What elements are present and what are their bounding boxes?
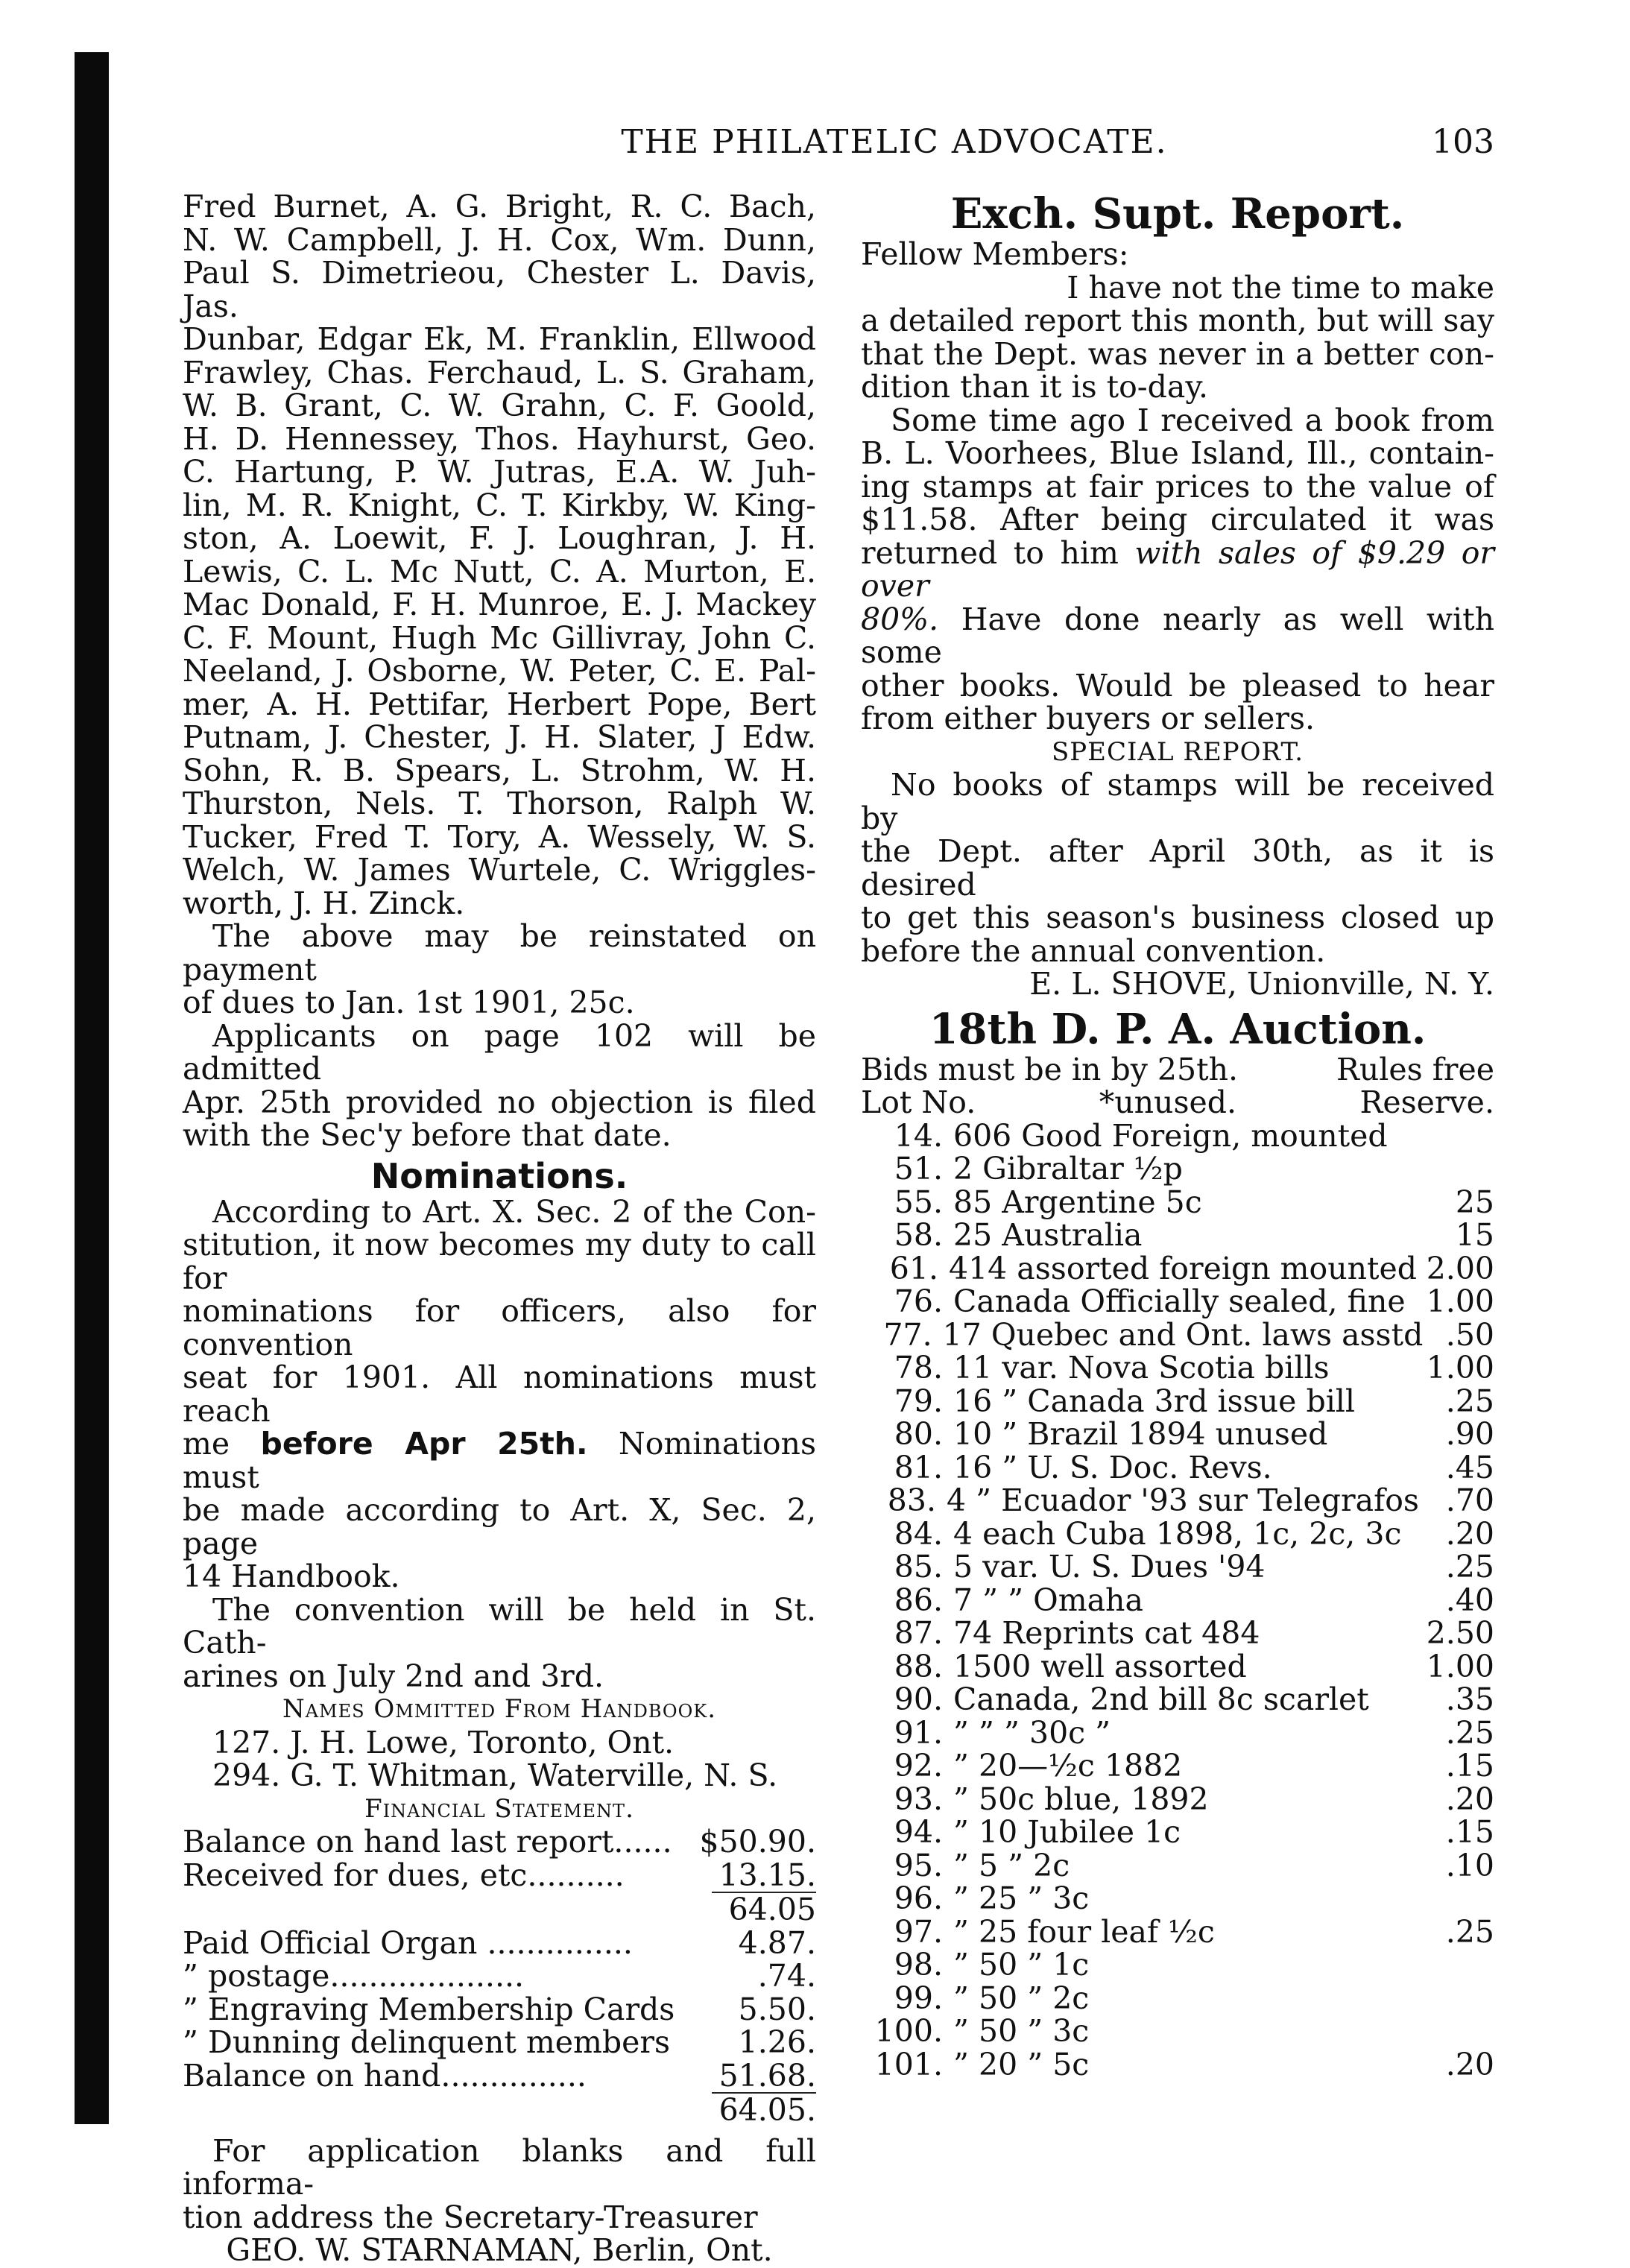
name-list-line: Thurston, Nels. T. Thorson, Ralph W. — [183, 786, 816, 821]
lot-number: 90. — [894, 1681, 943, 1717]
lot-number: 94. — [894, 1814, 943, 1850]
name-list-line: Frawley, Chas. Ferchaud, L. S. Graham, — [183, 354, 816, 391]
financial-row — [183, 1893, 816, 1927]
auction-lot-row — [861, 2048, 1494, 2082]
auction-lot-row — [861, 1783, 1494, 1816]
secretary-signature: GEO. W. STARNAMAN, Berlin, Ont. — [226, 2232, 773, 2268]
lot-reserve: .70 — [1445, 1482, 1494, 1518]
lot-description: 85 Argentine 5c — [953, 1184, 1202, 1220]
special-line-2: the Dept. after April 30th, as it is desired — [861, 833, 1494, 903]
salutation: Fellow Members: — [861, 236, 1129, 272]
nominations-line-7: 14 Handbook. — [183, 1558, 400, 1594]
lot-reserve: 2.00 — [1426, 1250, 1494, 1286]
lot-description: 1500 well assorted — [953, 1648, 1247, 1684]
book-percent-italic: 80%. — [861, 601, 939, 637]
lot-number: 100. — [874, 2013, 943, 2049]
left-column — [183, 190, 816, 2267]
closing-line-1: For application blanks and full informa- — [183, 2132, 816, 2202]
lot-number: 95. — [894, 1847, 943, 1883]
nominations-line-1: According to Art. X. Sec. 2 of the Con- — [212, 1193, 816, 1230]
financial-row — [183, 2094, 816, 2127]
lot-description: 25 Australia — [953, 1217, 1143, 1253]
lot-description: Canada, 2nd bill 8c scarlet — [953, 1681, 1369, 1717]
auction-lot-row — [861, 1385, 1494, 1418]
lot-description: 4 each Cuba 1898, 1c, 2c, 3c — [953, 1515, 1402, 1552]
financial-row — [183, 1859, 816, 1894]
auction-lot-row — [861, 1252, 1494, 1286]
book-line-3: ing stamps at fair prices to the value of — [861, 468, 1494, 505]
financial-label: Paid Official Organ ............... — [183, 1924, 633, 1961]
lot-description: 17 Quebec and Ont. laws asstd — [942, 1316, 1424, 1353]
report-line-4: dition than it is to-day. — [861, 369, 1209, 405]
auction-lot-row — [861, 1418, 1494, 1451]
special-line-1: No books of stamps will be received by — [861, 767, 1494, 836]
financial-label: ” Engraving Membership Cards — [183, 1991, 675, 2027]
auction-lot-row — [861, 1849, 1494, 1883]
lot-description: 7 ” ” Omaha — [953, 1582, 1143, 1618]
lot-number: 80. — [894, 1416, 943, 1452]
book-line-6 — [861, 603, 1494, 669]
lot-description: ” 25 ” 3c — [953, 1880, 1090, 1916]
lot-number: 51. — [894, 1151, 943, 1187]
lot-reserve: .10 — [1445, 1847, 1494, 1883]
auction-info — [861, 1053, 1494, 1087]
lot-reserve: 25 — [1455, 1184, 1494, 1220]
applicants-line-3: with the Sec'y before that date. — [183, 1117, 672, 1153]
lot-description: 606 Good Foreign, mounted — [953, 1117, 1388, 1154]
financial-amount: 64.05 — [728, 1892, 816, 1927]
lot-description: ” 25 four leaf ½c — [953, 1913, 1215, 1950]
lot-description: 4 ” Ecuador '93 sur Telegrafos — [947, 1482, 1419, 1518]
auction-lot-row — [861, 1484, 1494, 1517]
financial-amount: 1.26. — [738, 2024, 816, 2060]
lot-reserve: .45 — [1445, 1449, 1494, 1485]
omitted-entry: 127. J. H. Lowe, Toronto, Ont. — [212, 1724, 675, 1760]
convention-line-1: The convention will be held in St. Cath- — [183, 1591, 816, 1661]
name-list-line: lin, M. R. Knight, C. T. Kirkby, W. King- — [183, 487, 816, 523]
name-list-line: mer, A. H. Pettifar, Herbert Pope, Bert — [183, 686, 816, 722]
name-list-line: C. Hartung, P. W. Jutras, E.A. W. Juh- — [183, 454, 816, 490]
name-list-line: Paul S. Dimetrieou, Chester L. Davis, Jas. — [183, 255, 816, 324]
nominations-line-5 — [183, 1427, 816, 1494]
lot-reserve: .25 — [1445, 1913, 1494, 1950]
lot-description: 5 var. U. S. Dues '94 — [953, 1549, 1266, 1585]
book-returned: returned to him — [861, 534, 1119, 571]
reinstate-line-1: The above may be reinstated on payment — [183, 918, 816, 988]
lot-description: ” 5 ” 2c — [953, 1847, 1070, 1883]
closing-line-2: tion address the Secretary-Treasurer — [183, 2199, 758, 2235]
lot-reserve: .25 — [1445, 1549, 1494, 1585]
financial-label: Balance on hand last report...... — [183, 1824, 672, 1860]
lot-no-header: Lot No. — [861, 1084, 976, 1120]
financial-row — [183, 1924, 816, 1961]
auction-lot-row — [861, 1451, 1494, 1485]
lot-number: 81. — [894, 1449, 943, 1485]
book-line-7: other books. Would be pleased to hear — [861, 667, 1494, 704]
lot-description: ” 50 ” 3c — [953, 2013, 1090, 2049]
auction-lot-row — [861, 2015, 1494, 2048]
book-line-5 — [861, 534, 1494, 604]
lot-reserve: .20 — [1445, 2046, 1494, 2082]
exch-signature: E. L. SHOVE, Unionville, N. Y. — [1029, 966, 1494, 1002]
right-column — [861, 190, 1494, 2081]
special-line-3: to get this season's business closed up — [861, 900, 1494, 935]
lot-description: 10 ” Brazil 1894 unused — [953, 1416, 1328, 1452]
lot-description: ” 20—½c 1882 — [953, 1748, 1183, 1784]
lot-description: ” 10 Jubilee 1c — [953, 1814, 1181, 1850]
lot-reserve — [1412, 2015, 1494, 2048]
lot-number: 98. — [894, 1947, 943, 1983]
auction-lot-row — [861, 1584, 1494, 1617]
financial-row — [183, 1959, 816, 1993]
lot-number: 93. — [894, 1781, 943, 1817]
lot-reserve: .50 — [1445, 1316, 1494, 1353]
lot-number: 83. — [887, 1482, 937, 1518]
auction-lot-row — [861, 1186, 1494, 1219]
lot-reserve: .25 — [1445, 1714, 1494, 1751]
financial-amount: .74. — [757, 1958, 816, 1994]
auction-lot-row — [861, 1882, 1494, 1915]
lot-reserve: .15 — [1445, 1748, 1494, 1784]
lot-description: 414 assorted foreign mounted — [949, 1250, 1417, 1286]
financial-amount: 13.15. — [712, 1859, 816, 1894]
lot-number: 87. — [894, 1615, 943, 1651]
lot-number: 85. — [894, 1549, 943, 1585]
financial-row — [183, 2026, 816, 2059]
lot-description: 11 var. Nova Scotia bills — [953, 1350, 1330, 1386]
financial-row — [183, 1993, 816, 2027]
name-list-line: Dunbar, Edgar Ek, M. Franklin, Ellwood — [183, 321, 816, 357]
lot-number: 76. — [894, 1283, 943, 1319]
lot-description: 16 ” Canada 3rd issue bill — [953, 1383, 1356, 1419]
financial-amount: 51.68. — [712, 2059, 816, 2094]
name-list-line: ston, A. Loewit, F. J. Loughran, J. H. — [183, 520, 816, 556]
lot-description: ” 50 ” 1c — [953, 1947, 1090, 1983]
convention-line-2: arines on July 2nd and 3rd. — [183, 1658, 604, 1694]
lot-description: 74 Reprints cat 484 — [953, 1615, 1260, 1651]
lot-number: 14. — [894, 1117, 943, 1154]
report-line-3: that the Dept. was never in a better con- — [861, 335, 1494, 372]
rules-free: Rules free — [1336, 1051, 1494, 1087]
nominations-line-2: stitution, it now becomes my duty to call for — [183, 1227, 816, 1296]
reinstatement-names-list — [183, 190, 816, 920]
lot-number: 78. — [894, 1350, 943, 1386]
lot-reserve: 15 — [1455, 1217, 1494, 1253]
auction-lot-row — [861, 1716, 1494, 1750]
auction-lot-row — [861, 1948, 1494, 1982]
lot-reserve — [1412, 1119, 1494, 1153]
auction-lot-row — [861, 1318, 1494, 1352]
financial-amount: 64.05. — [718, 2092, 816, 2128]
lot-reserve: .25 — [1445, 1383, 1494, 1419]
nominations-rest: Nominations must — [183, 1426, 816, 1495]
binding-edge — [75, 52, 109, 2124]
name-list-line: N. W. Campbell, J. H. Cox, Wm. Dunn, — [183, 221, 816, 258]
book-line-2: B. L. Voorhees, Blue Island, Ill., contain- — [861, 435, 1494, 471]
name-list-line: Fred Burnet, A. G. Bright, R. C. Bach, — [183, 189, 816, 224]
auction-lot-row — [861, 1982, 1494, 2015]
name-list-line: Lewis, C. L. Mc Nutt, C. A. Murton, E. — [183, 553, 816, 590]
name-list-line: Mac Donald, F. H. Munroe, E. J. Mackey — [183, 587, 816, 622]
nominations-line-3: nominations for officers, also for convention — [183, 1293, 816, 1362]
financial-label: ” Dunning delinquent members — [183, 2024, 671, 2060]
reinstate-line-2: of dues to Jan. 1st 1901, 25c. — [183, 985, 635, 1020]
book-line-1: Some time ago I received a book from — [891, 402, 1494, 438]
nominations-me: me — [183, 1426, 230, 1462]
bids-deadline: Bids must be in by 25th. — [861, 1051, 1239, 1087]
lot-reserve: .90 — [1445, 1416, 1494, 1452]
auction-lot-row — [861, 1816, 1494, 1849]
lot-number: 97. — [894, 1913, 943, 1950]
lot-table-header — [861, 1086, 1494, 1119]
lot-description: 16 ” U. S. Doc. Revs. — [953, 1449, 1272, 1485]
lot-number: 92. — [894, 1748, 943, 1784]
lot-number: 79. — [894, 1383, 943, 1419]
lot-reserve — [1412, 1882, 1494, 1915]
financial-label: Balance on hand............... — [183, 2057, 587, 2094]
lot-reserve — [1412, 1948, 1494, 1982]
running-title: THE PHILATELIC ADVOCATE. — [621, 123, 1168, 161]
lot-number: 58. — [894, 1217, 943, 1253]
auction-lot-row — [861, 1550, 1494, 1584]
lot-reserve: 2.50 — [1426, 1615, 1494, 1651]
auction-lot-row — [861, 1517, 1494, 1551]
lot-reserve: .15 — [1445, 1814, 1494, 1850]
special-report-heading: SPECIAL REPORT. — [1051, 736, 1304, 767]
auction-lot-row — [861, 1152, 1494, 1186]
book-done: Have done nearly as well with some — [861, 601, 1494, 670]
financial-label: Received for dues, etc.......... — [183, 1857, 625, 1893]
nominations-heading: Nominations. — [370, 1155, 628, 1196]
lot-reserve: .20 — [1445, 1781, 1494, 1817]
omitted-heading: Names Ommitted From Handbook. — [282, 1694, 717, 1724]
lot-reserve: .20 — [1445, 1515, 1494, 1552]
report-line-2: a detailed report this month, but will say — [861, 303, 1494, 338]
reserve-header: Reserve. — [1359, 1084, 1494, 1120]
unused-note: *unused. — [1099, 1084, 1237, 1120]
book-sales-italic: with sales of $9.29 or over — [861, 534, 1494, 604]
lot-reserve — [1412, 1152, 1494, 1186]
name-list-line: Welch, W. James Wurtele, C. Wriggles- — [183, 852, 816, 888]
name-list-line: Sohn, R. B. Spears, L. Strohm, W. H. — [183, 752, 816, 789]
lot-description: ” ” ” 30c ” — [953, 1714, 1111, 1751]
auction-lot-row — [861, 1617, 1494, 1650]
lot-number: 99. — [894, 1980, 943, 2016]
lot-number: 91. — [894, 1714, 943, 1751]
page-number: 103 — [1432, 123, 1494, 161]
auction-lot-row — [861, 1119, 1494, 1153]
financial-label: ” postage.................... — [183, 1958, 525, 1994]
financial-amount: 5.50. — [738, 1991, 816, 2027]
applicants-line-1: Applicants on page 102 will be admitted — [183, 1017, 816, 1087]
lot-description: Canada Officially sealed, fine — [953, 1283, 1406, 1319]
lot-reserve — [1412, 1982, 1494, 2015]
lot-description: 2 Gibraltar ½p — [953, 1151, 1183, 1187]
name-list-line: C. F. Mount, Hugh Mc Gillivray, John C. — [183, 619, 816, 656]
auction-lot-row — [861, 1650, 1494, 1684]
lot-number: 77. — [883, 1316, 932, 1353]
name-list-line: H. D. Hennessey, Thos. Hayhurst, Geo. — [183, 420, 816, 457]
lot-number: 84. — [894, 1515, 943, 1552]
name-list-line: Putnam, J. Chester, J. H. Slater, J Edw. — [183, 719, 816, 755]
book-line-4: $11.58. After being circulated it was — [861, 502, 1494, 537]
omitted-entry: 294. G. T. Whitman, Waterville, N. S. — [212, 1757, 778, 1793]
financial-amount: 4.87. — [738, 1924, 816, 1961]
auction-lot-row — [861, 1915, 1494, 1949]
lot-number: 55. — [894, 1184, 943, 1220]
lot-description: ” 50c blue, 1892 — [953, 1781, 1209, 1817]
lot-reserve: .35 — [1445, 1681, 1494, 1717]
lot-number: 101. — [874, 2046, 943, 2082]
report-line-1: I have not the time to make — [1067, 269, 1494, 306]
lot-number: 88. — [894, 1648, 943, 1684]
nominations-deadline: before Apr 25th. — [260, 1426, 588, 1462]
lot-number: 61. — [889, 1250, 938, 1286]
lot-reserve: 1.00 — [1426, 1648, 1494, 1684]
lot-reserve: 1.00 — [1426, 1283, 1494, 1319]
auction-lot-row — [861, 1219, 1494, 1252]
financial-amount: $50.90. — [699, 1824, 816, 1860]
name-list-line: W. B. Grant, C. W. Grahn, C. F. Goold, — [183, 388, 816, 423]
auction-lot-list — [861, 1119, 1494, 2082]
auction-lot-row — [861, 1351, 1494, 1385]
lot-reserve: 1.00 — [1426, 1350, 1494, 1386]
financial-row — [183, 2059, 816, 2094]
lot-description: ” 50 ” 2c — [953, 1980, 1090, 2016]
special-line-4: before the annual convention. — [861, 932, 1326, 969]
exch-report-heading: Exch. Supt. Report. — [950, 189, 1405, 239]
name-list-line: Tucker, Fred T. Tory, A. Wessely, W. S. — [183, 818, 816, 855]
lot-description: ” 20 ” 5c — [953, 2046, 1090, 2082]
lot-number: 86. — [894, 1582, 943, 1618]
nominations-line-4: seat for 1901. All nominations must reach — [183, 1359, 816, 1429]
name-list-line: Neeland, J. Osborne, W. Peter, C. E. Pal- — [183, 653, 816, 689]
name-list-line: worth, J. H. Zinck. — [183, 885, 465, 921]
applicants-line-2: Apr. 25th provided no objection is filed — [183, 1084, 816, 1120]
auction-lot-row — [861, 1749, 1494, 1783]
lot-reserve: .40 — [1445, 1582, 1494, 1618]
auction-lot-row — [861, 1285, 1494, 1318]
lot-number: 96. — [894, 1880, 943, 1916]
book-line-8: from either buyers or sellers. — [861, 701, 1315, 736]
financial-heading: Financial Statement. — [364, 1793, 634, 1824]
nominations-line-6: be made according to Art. X, Sec. 2, page — [183, 1492, 816, 1561]
financial-row — [183, 1825, 816, 1859]
auction-heading: 18th D. P. A. Auction. — [929, 1004, 1427, 1054]
auction-lot-row — [861, 1683, 1494, 1716]
financial-statement — [183, 1825, 816, 2127]
